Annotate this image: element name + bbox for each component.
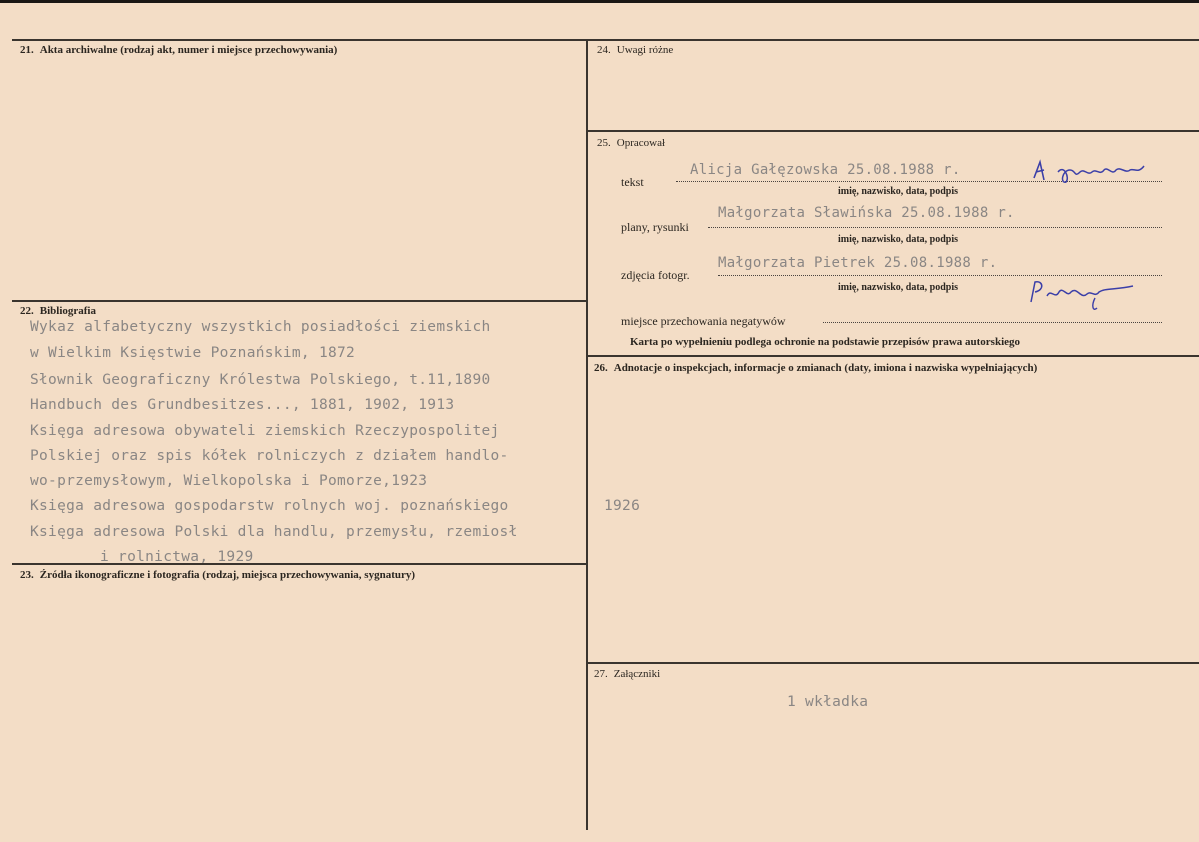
- section-22-title: Bibliografia: [39, 305, 96, 317]
- section-23-label: [20, 569, 415, 581]
- tekst-caption: imię, nazwisko, data, podpis: [838, 186, 959, 197]
- section-26-label: [594, 362, 1037, 374]
- section-25-title: Opracował: [616, 137, 666, 149]
- zdjecia-caption: imię, nazwisko, data, podpis: [838, 282, 959, 293]
- plany-value: Małgorzata Sławińska 25.08.1988 r.: [718, 205, 1015, 221]
- bibliography-line: Księga adresowa obywateli ziemskich Rzeczypospolitej: [30, 423, 500, 439]
- section-22-number: 22.: [20, 305, 34, 317]
- bibliography-line: Wykaz alfabetyczny wszystkich posiadłości ziemskich: [30, 319, 491, 335]
- section-23-title: Źródła ikonograficzne i fotografia (rodzaj, miejsca przechowywania, sygnatury): [39, 569, 416, 581]
- section-25-label: [597, 137, 665, 149]
- bibliography-line: Słownik Geograficzny Królestwa Polskiego, t.11,1890: [30, 372, 491, 388]
- section-21-title: Akta archiwalne (rodzaj akt, numer i miejsce przechowywania): [39, 44, 338, 56]
- bibliography-line: w Wielkim Księstwie Poznańskim, 1872: [30, 345, 356, 361]
- miejsce-label: miejsce przechowania negatywów: [621, 314, 786, 328]
- attachments-value: 1 wkładka: [787, 694, 869, 710]
- section-21-number: 21.: [20, 44, 34, 56]
- copyright-note: Karta po wypełnieniu podlega ochronie na podstawie przepisów prawa autorskiego: [630, 336, 1021, 348]
- miejsce-dotline: [823, 322, 1162, 323]
- signature-gałęzowska: [1030, 158, 1150, 184]
- tekst-value: Alicja Gałęzowska 25.08.1988 r.: [690, 162, 961, 178]
- bibliography-line: Polskiej oraz spis kółek rolniczych z działem handlo-: [30, 448, 509, 464]
- bibliography-line: Księga adresowa gospodarstw rolnych woj. poznańskiego: [30, 498, 509, 514]
- section-21-label: [20, 44, 337, 56]
- plany-label: plany, rysunki: [621, 220, 689, 234]
- center-divider: [586, 40, 588, 830]
- section-26-title: Adnotacje o inspekcjach, informacje o zmianach (daty, imiona i nazwiska wypełniających): [613, 362, 1038, 374]
- zdjecia-label: zdjęcia fotogr.: [621, 268, 690, 282]
- right-divider-26-27: [587, 662, 1199, 664]
- bibliography-line: i rolnictwa, 1929: [100, 549, 254, 563]
- section-27-title: Załączniki: [613, 668, 661, 680]
- section-27-number: 27.: [594, 668, 608, 680]
- bibliography-overflow-year: 1926: [604, 498, 641, 514]
- section-22-label: [20, 305, 96, 317]
- plany-caption: imię, nazwisko, data, podpis: [838, 234, 959, 245]
- right-divider-24-25: [587, 130, 1199, 132]
- zdjecia-dotline: [718, 275, 1162, 276]
- section-24-label: [597, 44, 673, 56]
- plany-dotline: [708, 227, 1162, 228]
- section-23-number: 23.: [20, 569, 34, 581]
- tekst-label: tekst: [621, 175, 644, 189]
- left-divider-21-22: [12, 300, 587, 302]
- section-25-number: 25.: [597, 137, 611, 149]
- bibliography-line: Handbuch des Grundbesitzes..., 1881, 1902, 1913: [30, 397, 455, 413]
- section-24-number: 24.: [597, 44, 611, 56]
- section-24-title: Uwagi różne: [616, 44, 674, 56]
- top-rule: [0, 0, 1199, 3]
- bibliography-line: wo-przemysłowym, Wielkopolska i Pomorze,1923: [30, 473, 428, 489]
- signature-pietrek: [1025, 278, 1140, 314]
- bibliography-line: Księga adresowa Polski dla handlu, przemysłu, rzemiosł: [30, 524, 518, 540]
- zdjecia-value: Małgorzata Pietrek 25.08.1988 r.: [718, 255, 998, 271]
- header-rule: [12, 39, 1199, 41]
- section-26-number: 26.: [594, 362, 608, 374]
- section-27-label: [594, 668, 660, 680]
- left-divider-22-23: [12, 563, 587, 565]
- right-divider-25-26: [587, 355, 1199, 357]
